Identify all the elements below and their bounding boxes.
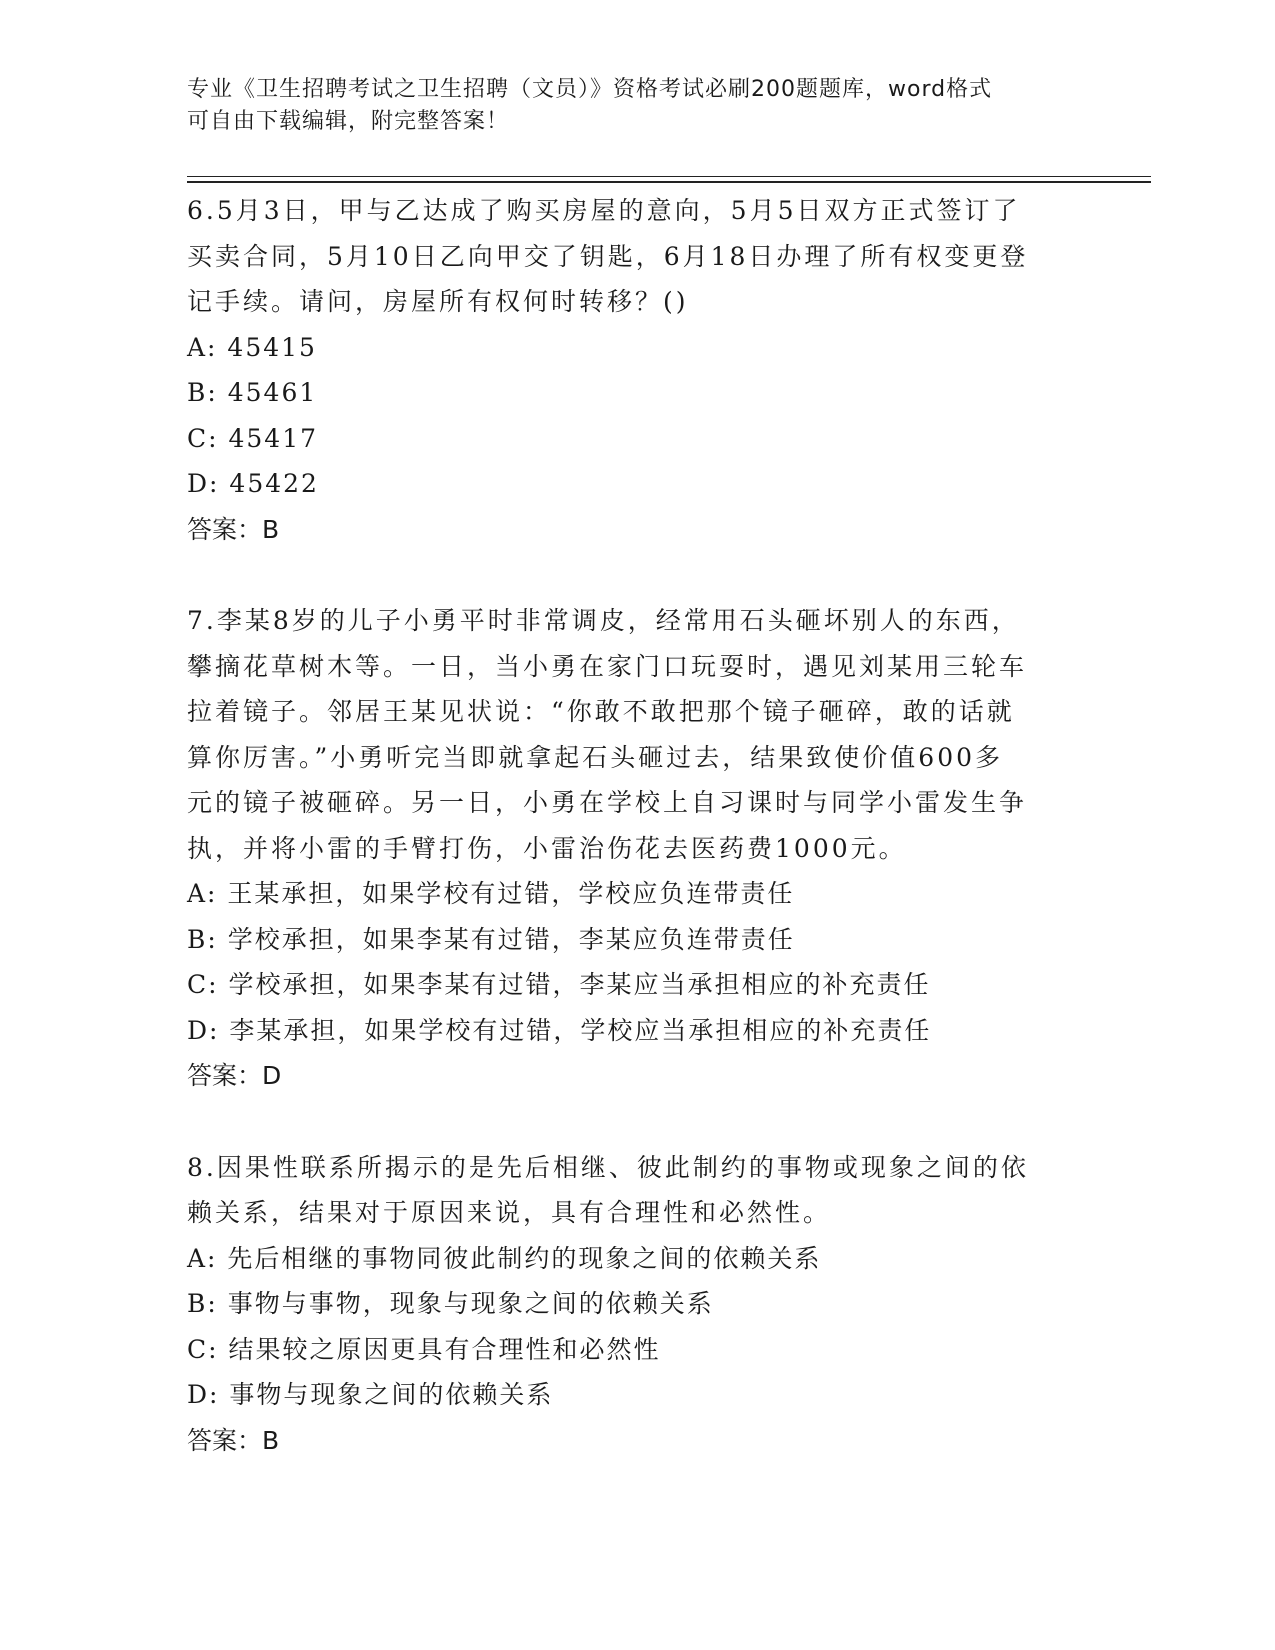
question-stem-line: 7.李某8岁的儿子小勇平时非常调皮，经常用石头砸坏别人的东西，	[187, 606, 1020, 635]
question-8	[187, 1145, 1087, 1464]
question-stem-line: 执，并将小雷的手臂打伤，小雷治伤花去医药费1000元。	[187, 833, 907, 863]
question-7	[187, 598, 1087, 1099]
question-stem-line: 6.5月3日，甲与乙达成了购买房屋的意向，5月5日双方正式签订了	[187, 196, 1021, 225]
answer-label: 答案：B	[187, 514, 280, 544]
option-a: A: 45415	[187, 332, 317, 362]
option-a: A: 王某承担，如果学校有过错，学校应负连带责任	[187, 879, 795, 908]
question-stem-line: 算你厉害。”小勇听完当即就拿起石头砸过去，结果致使价值600多	[187, 742, 1004, 772]
option-b: B: 事物与事物，现象与现象之间的依赖关系	[187, 1289, 714, 1318]
header-line: 可自由下载编辑，附完整答案！	[187, 109, 510, 134]
header-divider-thick	[187, 181, 1151, 183]
document-header	[187, 74, 1067, 138]
question-stem	[187, 188, 1087, 325]
option-d: D: 45422	[187, 469, 319, 498]
header-divider-thin	[187, 176, 1151, 177]
option-d: D: 李某承担，如果学校有过错，学校应当承担相应的补充责任	[187, 1015, 932, 1045]
question-stem	[187, 598, 1087, 871]
question-list	[187, 188, 1087, 1509]
option-c: C: 45417	[187, 423, 319, 453]
option-c: C: 学校承担，如果李某有过错，李某应当承担相应的补充责任	[187, 970, 931, 999]
question-6	[187, 188, 1087, 552]
answer-label: 答案：B	[187, 1425, 280, 1455]
question-stem-line: 赖关系，结果对于原因来说，具有合理性和必然性。	[187, 1198, 832, 1227]
option-b: B: 45461	[187, 378, 318, 407]
option-a: A: 先后相继的事物同彼此制约的现象之间的依赖关系	[187, 1243, 822, 1273]
option-c: C: 结果较之原因更具有合理性和必然性	[187, 1334, 661, 1364]
question-stem	[187, 1145, 1087, 1236]
question-stem-line: 攀摘花草树木等。一日，当小勇在家门口玩耍时，遇见刘某用三轮车	[187, 651, 1028, 681]
option-d: D: 事物与现象之间的依赖关系	[187, 1380, 554, 1409]
question-stem-line: 买卖合同，5月10日乙向甲交了钥匙，6月18日办理了所有权变更登	[187, 241, 1029, 271]
question-stem-line: 元的镜子被砸碎。另一日，小勇在学校上自习课时与同学小雷发生争	[187, 788, 1028, 817]
question-stem-line: 8.因果性联系所揭示的是先后相继、彼此制约的事物或现象之间的依	[187, 1152, 1029, 1182]
option-b: B: 学校承担，如果李某有过错，李某应负连带责任	[187, 924, 795, 954]
answer-label: 答案：D	[187, 1061, 282, 1090]
header-line: 专业《卫生招聘考试之卫生招聘（文员）》资格考试必刷200题题库，word格式	[187, 77, 993, 102]
question-stem-line: 记手续。请问，房屋所有权何时转移？()	[187, 287, 689, 316]
question-stem-line: 拉着镜子。邻居王某见状说：“你敢不敢把那个镜子砸碎，敢的话就	[187, 697, 1015, 726]
